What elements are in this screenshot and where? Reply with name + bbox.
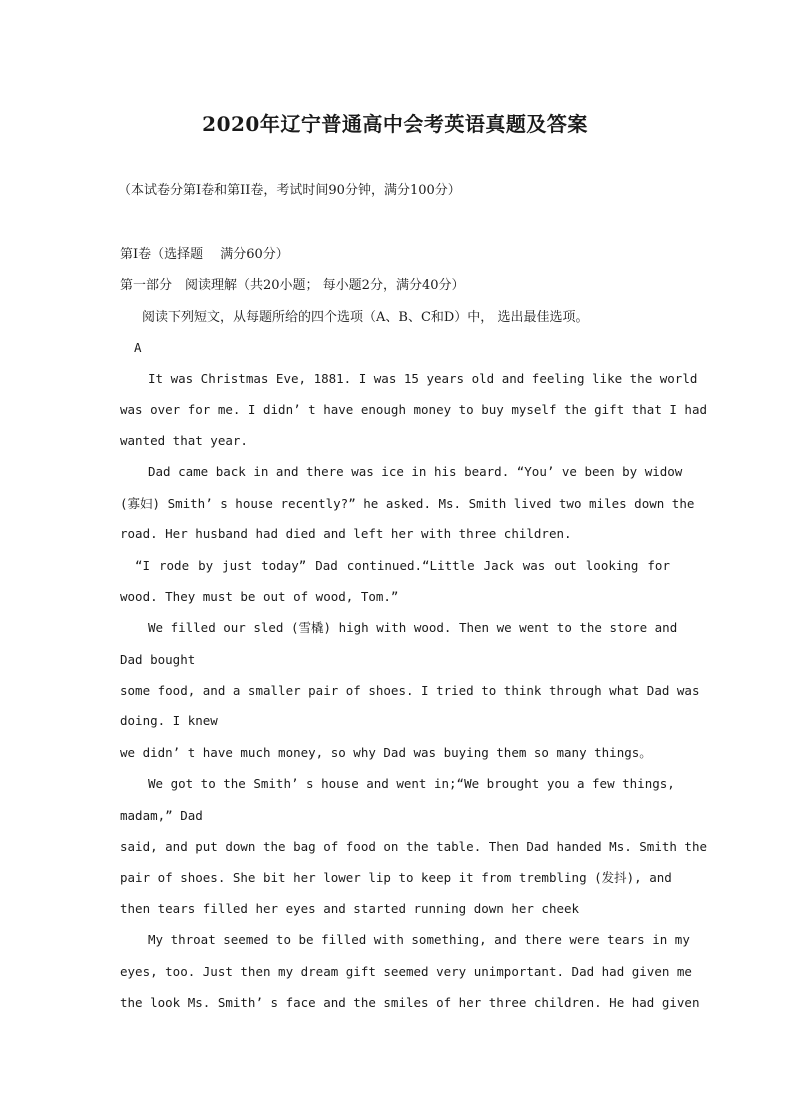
page-title: 2020年辽宁普通高中会考英语真题及答案 bbox=[202, 112, 588, 136]
paragraph-line: Dad came back in and there was ice in his beard. “You’ ve been by widow bbox=[148, 464, 683, 479]
paragraph-line: pair of shoes. She bit her lower lip to keep it from trembling (发抖), and bbox=[120, 870, 672, 885]
exam-note: （本试卷分第I卷和第II卷，考试时间90分钟，满分100分） bbox=[118, 183, 461, 198]
paragraph-line: then tears filled her eyes and started running down her cheek bbox=[120, 901, 580, 916]
paragraph-line: said, and put down the bag of food on the table. Then Dad handed Ms. Smith the bbox=[120, 839, 707, 854]
passage-label: A bbox=[134, 340, 142, 355]
paragraph-line: doing. I knew bbox=[120, 713, 218, 728]
paragraph-line: My throat seemed to be filled with something, and there were tears in my bbox=[148, 932, 690, 947]
paragraph-line: We filled our sled (雪橇) high with wood. Then we went to the store and bbox=[148, 620, 678, 635]
paragraph-line: eyes, too. Just then my dream gift seemed very unimportant. Dad had given me bbox=[120, 964, 692, 979]
paragraph-line: wood. They must be out of wood, Tom.” bbox=[120, 589, 399, 604]
paragraph-line: Dad bought bbox=[120, 652, 196, 667]
paragraph-line: It was Christmas Eve, 1881. I was 15 years old and feeling like the world bbox=[148, 371, 698, 386]
paragraph-line: road. Her husband had died and left her with three children. bbox=[120, 526, 572, 541]
paragraph-line: (寡妇) Smith’ s house recently?” he asked. Ms. Smith lived two miles down the bbox=[120, 496, 695, 511]
paragraph-line: madam,” Dad bbox=[120, 808, 203, 823]
instruction-text: 阅读下列短文，从每题所给的四个选项（A、B、C和D）中， 选出最佳选项。 bbox=[142, 310, 589, 325]
paragraph-line: We got to the Smith’ s house and went in;“We brought you a few things, bbox=[148, 776, 675, 791]
paragraph-line: we didn’ t have much money, so why Dad was buying them so many things。 bbox=[120, 745, 652, 760]
paragraph-line: the look Ms. Smith’ s face and the smiles of her three children. He had given bbox=[120, 995, 700, 1010]
paragraph-line: was over for me. I didn’ t have enough money to buy myself the gift that I had bbox=[120, 402, 707, 417]
paragraph-line: “I rode by just today” Dad continued.“Little Jack was out looking for bbox=[135, 558, 670, 573]
part-heading: 第一部分 阅读理解（共20小题； 每小题2分，满分40分） bbox=[120, 278, 465, 293]
section-heading: 第I卷（选择题 满分60分） bbox=[120, 247, 289, 262]
paragraph-line: some food, and a smaller pair of shoes. I tried to think through what Dad was bbox=[120, 683, 700, 698]
paragraph-line: wanted that year. bbox=[120, 433, 248, 448]
